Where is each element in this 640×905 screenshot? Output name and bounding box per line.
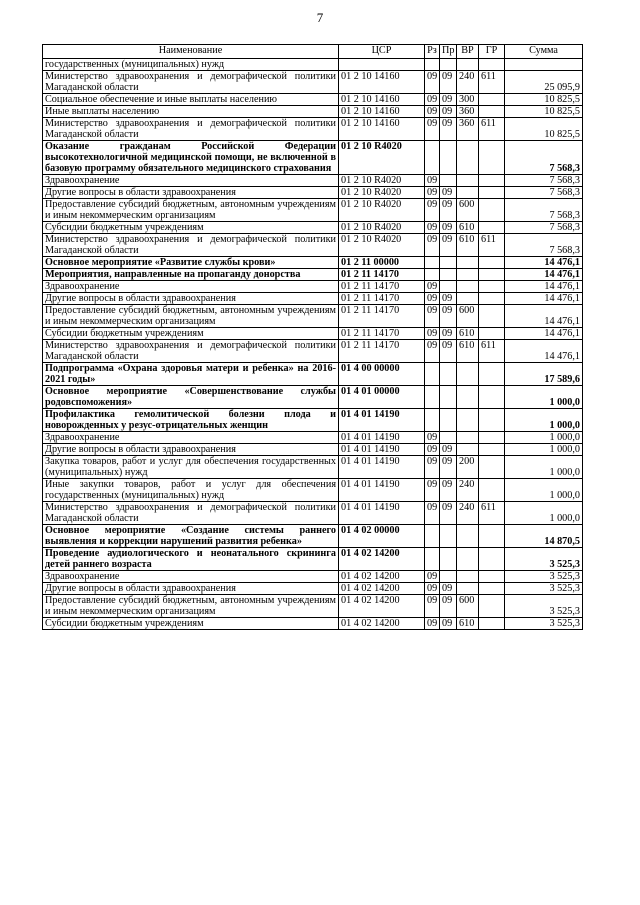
cell-vr: 610 bbox=[457, 340, 479, 363]
cell-rz bbox=[425, 363, 440, 386]
cell-pr bbox=[440, 525, 457, 548]
table-row bbox=[43, 234, 583, 257]
table-row bbox=[43, 141, 583, 175]
cell-vr bbox=[457, 571, 479, 583]
cell-sum: 7 568,3 bbox=[505, 222, 583, 234]
cell-rz: 09 bbox=[425, 118, 440, 141]
cell-gr bbox=[479, 106, 505, 118]
table-row bbox=[43, 94, 583, 106]
table-header-row bbox=[43, 45, 583, 59]
cell-name: Другие вопросы в области здравоохранения bbox=[43, 293, 339, 305]
cell-name: Предоставление субсидий бюджетным, автономным учреждениям и иным некоммерческим организациям bbox=[43, 199, 339, 222]
cell-pr bbox=[440, 386, 457, 409]
cell-vr bbox=[457, 525, 479, 548]
cell-rz bbox=[425, 141, 440, 175]
table-row bbox=[43, 583, 583, 595]
cell-vr bbox=[457, 269, 479, 281]
table-row bbox=[43, 257, 583, 269]
table-row bbox=[43, 479, 583, 502]
cell-gr bbox=[479, 293, 505, 305]
cell-vr bbox=[457, 444, 479, 456]
cell-rz: 09 bbox=[425, 571, 440, 583]
cell-sum: 14 476,1 bbox=[505, 281, 583, 293]
cell-rz: 09 bbox=[425, 618, 440, 630]
cell-vr bbox=[457, 583, 479, 595]
cell-pr: 09 bbox=[440, 305, 457, 328]
page-number: 7 bbox=[316, 10, 324, 25]
cell-csr: 01 2 11 14170 bbox=[339, 340, 425, 363]
header-csr: ЦСР bbox=[339, 45, 425, 59]
cell-gr bbox=[479, 525, 505, 548]
cell-rz: 09 bbox=[425, 175, 440, 187]
cell-rz bbox=[425, 257, 440, 269]
table-row bbox=[43, 118, 583, 141]
cell-name: Другие вопросы в области здравоохранения bbox=[43, 583, 339, 595]
cell-csr: 01 4 01 00000 bbox=[339, 386, 425, 409]
cell-gr bbox=[479, 444, 505, 456]
cell-pr bbox=[440, 141, 457, 175]
table-row bbox=[43, 571, 583, 583]
cell-name: Здравоохранение bbox=[43, 281, 339, 293]
cell-sum: 1 000,0 bbox=[505, 479, 583, 502]
header-name: Наименование bbox=[43, 45, 339, 59]
cell-rz: 09 bbox=[425, 71, 440, 94]
cell-csr: 01 4 02 14200 bbox=[339, 571, 425, 583]
cell-gr bbox=[479, 618, 505, 630]
cell-gr bbox=[479, 175, 505, 187]
cell-rz: 09 bbox=[425, 199, 440, 222]
cell-gr: 611 bbox=[479, 502, 505, 525]
table-row bbox=[43, 618, 583, 630]
cell-sum: 1 000,0 bbox=[505, 502, 583, 525]
cell-vr: 240 bbox=[457, 479, 479, 502]
cell-sum: 14 476,1 bbox=[505, 293, 583, 305]
table-body bbox=[43, 59, 583, 630]
cell-name: Здравоохранение bbox=[43, 571, 339, 583]
cell-gr: 611 bbox=[479, 234, 505, 257]
cell-gr bbox=[479, 281, 505, 293]
table-row bbox=[43, 525, 583, 548]
cell-vr: 600 bbox=[457, 595, 479, 618]
cell-name: Министерство здравоохранения и демографической политики Магаданской области bbox=[43, 234, 339, 257]
cell-gr bbox=[479, 409, 505, 432]
cell-sum: 10 825,5 bbox=[505, 118, 583, 141]
cell-pr: 09 bbox=[440, 595, 457, 618]
table-row bbox=[43, 363, 583, 386]
cell-sum: 7 568,3 bbox=[505, 175, 583, 187]
cell-vr: 360 bbox=[457, 118, 479, 141]
cell-sum: 7 568,3 bbox=[505, 141, 583, 175]
cell-pr bbox=[440, 257, 457, 269]
cell-name: Мероприятия, направленные на пропаганду донорства bbox=[43, 269, 339, 281]
cell-rz: 09 bbox=[425, 222, 440, 234]
cell-rz: 09 bbox=[425, 293, 440, 305]
cell-sum: 14 870,5 bbox=[505, 525, 583, 548]
cell-vr bbox=[457, 59, 479, 71]
cell-rz bbox=[425, 386, 440, 409]
cell-vr: 240 bbox=[457, 502, 479, 525]
cell-pr: 09 bbox=[440, 293, 457, 305]
cell-sum: 3 525,3 bbox=[505, 583, 583, 595]
cell-name: Министерство здравоохранения и демографической политики Магаданской области bbox=[43, 340, 339, 363]
cell-name: Подпрограмма «Охрана здоровья матери и ребенка» на 2016-2021 годы» bbox=[43, 363, 339, 386]
header-rz: Рз bbox=[425, 45, 440, 59]
cell-csr: 01 4 01 14190 bbox=[339, 444, 425, 456]
cell-vr: 610 bbox=[457, 618, 479, 630]
cell-gr bbox=[479, 199, 505, 222]
cell-pr: 09 bbox=[440, 456, 457, 479]
cell-name: Предоставление субсидий бюджетным, автономным учреждениям и иным некоммерческим организациям bbox=[43, 595, 339, 618]
cell-pr: 09 bbox=[440, 222, 457, 234]
cell-vr bbox=[457, 175, 479, 187]
cell-rz bbox=[425, 59, 440, 71]
table-row bbox=[43, 409, 583, 432]
cell-gr bbox=[479, 257, 505, 269]
cell-name: Иные выплаты населению bbox=[43, 106, 339, 118]
cell-name: Субсидии бюджетным учреждениям bbox=[43, 618, 339, 630]
cell-pr: 09 bbox=[440, 71, 457, 94]
cell-gr: 611 bbox=[479, 71, 505, 94]
cell-sum: 14 476,1 bbox=[505, 340, 583, 363]
cell-rz bbox=[425, 269, 440, 281]
table-row bbox=[43, 281, 583, 293]
table-row bbox=[43, 269, 583, 281]
cell-rz: 09 bbox=[425, 305, 440, 328]
cell-sum: 14 476,1 bbox=[505, 269, 583, 281]
cell-csr: 01 2 10 R4020 bbox=[339, 234, 425, 257]
cell-name: Другие вопросы в области здравоохранения bbox=[43, 187, 339, 199]
cell-name: Предоставление субсидий бюджетным, автономным учреждениям и иным некоммерческим организациям bbox=[43, 305, 339, 328]
cell-vr: 360 bbox=[457, 106, 479, 118]
cell-rz: 09 bbox=[425, 479, 440, 502]
cell-pr: 09 bbox=[440, 502, 457, 525]
cell-pr: 09 bbox=[440, 479, 457, 502]
cell-name: Здравоохранение bbox=[43, 175, 339, 187]
cell-csr: 01 2 11 14170 bbox=[339, 281, 425, 293]
cell-csr: 01 2 11 14170 bbox=[339, 269, 425, 281]
cell-sum: 17 589,6 bbox=[505, 363, 583, 386]
cell-vr: 200 bbox=[457, 456, 479, 479]
table-row bbox=[43, 595, 583, 618]
cell-rz: 09 bbox=[425, 106, 440, 118]
cell-gr bbox=[479, 583, 505, 595]
cell-name: Министерство здравоохранения и демографической политики Магаданской области bbox=[43, 502, 339, 525]
cell-gr bbox=[479, 432, 505, 444]
cell-csr: 01 4 01 14190 bbox=[339, 456, 425, 479]
cell-gr bbox=[479, 595, 505, 618]
cell-gr bbox=[479, 187, 505, 199]
cell-name: Субсидии бюджетным учреждениям bbox=[43, 328, 339, 340]
cell-csr: 01 2 10 14160 bbox=[339, 118, 425, 141]
cell-pr bbox=[440, 281, 457, 293]
table-row bbox=[43, 175, 583, 187]
cell-sum: 14 476,1 bbox=[505, 328, 583, 340]
table-row bbox=[43, 502, 583, 525]
cell-vr: 600 bbox=[457, 199, 479, 222]
cell-rz: 09 bbox=[425, 595, 440, 618]
cell-pr bbox=[440, 269, 457, 281]
cell-csr: 01 2 10 14160 bbox=[339, 94, 425, 106]
cell-gr: 611 bbox=[479, 340, 505, 363]
cell-sum: 1 000,0 bbox=[505, 456, 583, 479]
cell-name: Профилактика гемолитической болезни плода и новорожденных у резус-отрицательных женщин bbox=[43, 409, 339, 432]
cell-csr: 01 2 11 14170 bbox=[339, 293, 425, 305]
cell-sum: 3 525,3 bbox=[505, 548, 583, 571]
cell-sum: 1 000,0 bbox=[505, 386, 583, 409]
cell-pr bbox=[440, 432, 457, 444]
cell-name: Основное мероприятие «Совершенствование службы родовспоможения» bbox=[43, 386, 339, 409]
cell-gr bbox=[479, 571, 505, 583]
cell-name: Субсидии бюджетным учреждениям bbox=[43, 222, 339, 234]
cell-sum: 7 568,3 bbox=[505, 234, 583, 257]
cell-rz: 09 bbox=[425, 502, 440, 525]
cell-gr bbox=[479, 222, 505, 234]
cell-pr: 09 bbox=[440, 106, 457, 118]
table-row bbox=[43, 222, 583, 234]
cell-gr bbox=[479, 386, 505, 409]
cell-vr bbox=[457, 281, 479, 293]
cell-pr: 09 bbox=[440, 340, 457, 363]
cell-gr bbox=[479, 59, 505, 71]
cell-rz: 09 bbox=[425, 187, 440, 199]
table-row bbox=[43, 199, 583, 222]
table-row bbox=[43, 187, 583, 199]
cell-name: Основное мероприятие «Создание системы раннего выявления и коррекции нарушений развития ребенка» bbox=[43, 525, 339, 548]
cell-csr: 01 2 10 R4020 bbox=[339, 222, 425, 234]
cell-pr bbox=[440, 363, 457, 386]
cell-pr bbox=[440, 548, 457, 571]
cell-gr bbox=[479, 305, 505, 328]
cell-vr: 610 bbox=[457, 234, 479, 257]
cell-gr: 611 bbox=[479, 118, 505, 141]
cell-csr: 01 2 11 14170 bbox=[339, 305, 425, 328]
cell-gr bbox=[479, 456, 505, 479]
cell-csr: 01 2 10 R4020 bbox=[339, 187, 425, 199]
cell-vr bbox=[457, 386, 479, 409]
cell-sum: 14 476,1 bbox=[505, 257, 583, 269]
cell-vr bbox=[457, 257, 479, 269]
cell-sum: 1 000,0 bbox=[505, 409, 583, 432]
table-row bbox=[43, 386, 583, 409]
cell-rz bbox=[425, 525, 440, 548]
cell-vr bbox=[457, 432, 479, 444]
cell-name: Социальное обеспечение и иные выплаты населению bbox=[43, 94, 339, 106]
cell-pr: 09 bbox=[440, 618, 457, 630]
cell-vr bbox=[457, 187, 479, 199]
cell-csr: 01 2 10 R4020 bbox=[339, 199, 425, 222]
cell-name: Иные закупки товаров, работ и услуг для обеспечения государственных (муниципальных) нужд bbox=[43, 479, 339, 502]
cell-pr: 09 bbox=[440, 444, 457, 456]
cell-sum: 10 825,5 bbox=[505, 94, 583, 106]
cell-vr bbox=[457, 141, 479, 175]
cell-sum: 1 000,0 bbox=[505, 432, 583, 444]
cell-csr: 01 2 10 R4020 bbox=[339, 175, 425, 187]
cell-csr: 01 4 01 14190 bbox=[339, 409, 425, 432]
cell-gr bbox=[479, 548, 505, 571]
cell-gr bbox=[479, 94, 505, 106]
table-row bbox=[43, 328, 583, 340]
header-gr: ГР bbox=[479, 45, 505, 59]
cell-csr: 01 4 02 14200 bbox=[339, 618, 425, 630]
cell-sum: 3 525,3 bbox=[505, 595, 583, 618]
cell-rz: 09 bbox=[425, 328, 440, 340]
table-row bbox=[43, 305, 583, 328]
cell-rz: 09 bbox=[425, 234, 440, 257]
table-row bbox=[43, 432, 583, 444]
cell-name: Проведение аудиологического и неонатального скрининга детей раннего возраста bbox=[43, 548, 339, 571]
cell-csr: 01 4 02 00000 bbox=[339, 525, 425, 548]
table-row bbox=[43, 444, 583, 456]
table-row bbox=[43, 456, 583, 479]
cell-csr: 01 4 02 14200 bbox=[339, 548, 425, 571]
cell-pr: 09 bbox=[440, 234, 457, 257]
cell-pr: 09 bbox=[440, 583, 457, 595]
cell-sum: 1 000,0 bbox=[505, 444, 583, 456]
cell-vr bbox=[457, 363, 479, 386]
cell-gr bbox=[479, 328, 505, 340]
cell-name: Закупка товаров, работ и услуг для обеспечения государственных (муниципальных) нужд bbox=[43, 456, 339, 479]
cell-pr: 09 bbox=[440, 118, 457, 141]
cell-rz: 09 bbox=[425, 444, 440, 456]
cell-vr: 240 bbox=[457, 71, 479, 94]
cell-gr bbox=[479, 141, 505, 175]
cell-sum: 7 568,3 bbox=[505, 199, 583, 222]
cell-csr: 01 4 01 14190 bbox=[339, 502, 425, 525]
cell-pr: 09 bbox=[440, 199, 457, 222]
cell-vr: 300 bbox=[457, 94, 479, 106]
cell-sum: 14 476,1 bbox=[505, 305, 583, 328]
table-row bbox=[43, 71, 583, 94]
header-sum: Сумма bbox=[505, 45, 583, 59]
cell-csr: 01 4 00 00000 bbox=[339, 363, 425, 386]
cell-pr bbox=[440, 409, 457, 432]
cell-sum: 25 095,9 bbox=[505, 71, 583, 94]
cell-name: Министерство здравоохранения и демографической политики Магаданской области bbox=[43, 118, 339, 141]
cell-csr: 01 2 11 00000 bbox=[339, 257, 425, 269]
cell-gr bbox=[479, 269, 505, 281]
cell-name: Министерство здравоохранения и демографической политики Магаданской области bbox=[43, 71, 339, 94]
cell-csr: 01 4 02 14200 bbox=[339, 583, 425, 595]
header-vr: ВР bbox=[457, 45, 479, 59]
cell-rz: 09 bbox=[425, 94, 440, 106]
cell-vr bbox=[457, 409, 479, 432]
cell-vr: 610 bbox=[457, 328, 479, 340]
cell-csr: 01 4 02 14200 bbox=[339, 595, 425, 618]
header-pr: Пр bbox=[440, 45, 457, 59]
cell-gr bbox=[479, 363, 505, 386]
cell-sum: 10 825,5 bbox=[505, 106, 583, 118]
cell-pr: 09 bbox=[440, 328, 457, 340]
cell-pr: 09 bbox=[440, 187, 457, 199]
cell-rz: 09 bbox=[425, 281, 440, 293]
cell-csr: 01 2 10 R4020 bbox=[339, 141, 425, 175]
cell-rz: 09 bbox=[425, 340, 440, 363]
cell-vr bbox=[457, 548, 479, 571]
cell-pr bbox=[440, 175, 457, 187]
cell-csr bbox=[339, 59, 425, 71]
cell-sum: 7 568,3 bbox=[505, 187, 583, 199]
cell-csr: 01 4 01 14190 bbox=[339, 432, 425, 444]
cell-sum: 3 525,3 bbox=[505, 618, 583, 630]
cell-gr bbox=[479, 479, 505, 502]
table-row bbox=[43, 340, 583, 363]
cell-sum: 3 525,3 bbox=[505, 571, 583, 583]
table-row bbox=[43, 548, 583, 571]
cell-pr: 09 bbox=[440, 94, 457, 106]
cell-rz: 09 bbox=[425, 583, 440, 595]
table-row bbox=[43, 59, 583, 71]
table-row bbox=[43, 106, 583, 118]
table-row bbox=[43, 293, 583, 305]
cell-rz bbox=[425, 409, 440, 432]
cell-csr: 01 2 10 14160 bbox=[339, 71, 425, 94]
cell-rz bbox=[425, 548, 440, 571]
cell-rz: 09 bbox=[425, 432, 440, 444]
cell-sum bbox=[505, 59, 583, 71]
cell-name: Основное мероприятие «Развитие службы крови» bbox=[43, 257, 339, 269]
budget-table bbox=[42, 44, 583, 630]
cell-csr: 01 2 10 14160 bbox=[339, 106, 425, 118]
cell-vr: 600 bbox=[457, 305, 479, 328]
cell-pr bbox=[440, 571, 457, 583]
cell-name: Другие вопросы в области здравоохранения bbox=[43, 444, 339, 456]
cell-vr bbox=[457, 293, 479, 305]
cell-pr bbox=[440, 59, 457, 71]
cell-vr: 610 bbox=[457, 222, 479, 234]
cell-name: Оказание гражданам Российской Федерации высокотехнологичной медицинской помощи, не включенной в базовую программу обязательного медицинского страхования bbox=[43, 141, 339, 175]
cell-rz: 09 bbox=[425, 456, 440, 479]
cell-csr: 01 2 11 14170 bbox=[339, 328, 425, 340]
cell-name: Здравоохранение bbox=[43, 432, 339, 444]
cell-csr: 01 4 01 14190 bbox=[339, 479, 425, 502]
cell-name: государственных (муниципальных) нужд bbox=[43, 59, 339, 71]
